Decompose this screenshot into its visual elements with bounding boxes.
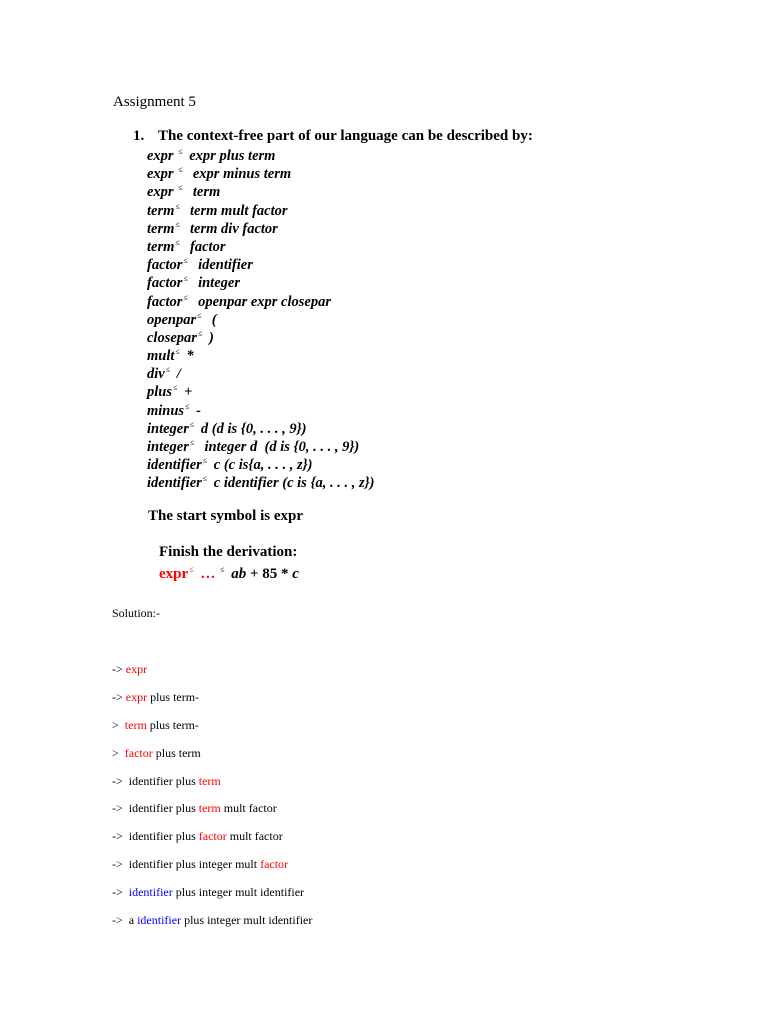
step-text: mult factor <box>226 829 283 844</box>
question-number: 1. <box>133 128 145 144</box>
derivation-target <box>159 560 299 584</box>
rule-lhs: div <box>147 366 165 383</box>
arrow-glyph: ≤ <box>165 365 171 375</box>
rule-lhs: integer <box>147 420 189 437</box>
derivation-target-c: c <box>292 566 299 582</box>
arrow-glyph: ≤ <box>220 565 225 574</box>
rule-rhs: / <box>173 366 181 383</box>
arrow-glyph: ≤ <box>178 183 183 193</box>
rule-rhs: ) <box>205 329 214 346</box>
rule-rhs: - <box>192 402 201 419</box>
derivation-start-symbol: expr <box>159 566 189 582</box>
arrow-glyph: ≤ <box>189 565 194 574</box>
step-text: -> identifier plus <box>112 801 199 816</box>
finish-derivation-label: Finish the derivation: <box>159 544 298 560</box>
rule-lhs: closepar <box>147 329 197 346</box>
grammar-rule <box>147 252 375 274</box>
step-text: -> <box>112 689 126 704</box>
rule-rhs: term <box>185 184 221 201</box>
step-highlight: term <box>198 801 221 816</box>
rule-lhs: expr <box>147 166 178 183</box>
grammar-rule <box>147 198 375 219</box>
derivation-step <box>112 661 312 689</box>
rule-lhs: identifier <box>147 457 202 474</box>
grammar-rules <box>147 143 375 492</box>
rule-lhs: factor <box>147 275 183 292</box>
step-text: -> identifier plus <box>112 773 199 788</box>
step-text: plus integer mult identifier <box>181 913 313 928</box>
arrow-glyph: ≤ <box>189 438 195 447</box>
derivation-step <box>112 689 312 717</box>
arrow-glyph: ≤ <box>189 419 195 429</box>
grammar-rule <box>147 434 375 455</box>
step-highlight: factor <box>198 829 227 844</box>
rule-lhs: openpar <box>147 311 197 328</box>
derivation-step <box>112 717 312 745</box>
arrow-glyph: ≤ <box>183 274 188 284</box>
arrow-glyph: ≤ <box>185 401 190 411</box>
step-highlight: term <box>198 773 221 788</box>
step-text: -> <box>112 885 129 900</box>
grammar-rule <box>147 470 375 492</box>
rule-lhs: plus <box>147 384 172 401</box>
rule-rhs: factor <box>182 238 226 255</box>
rule-lhs: term <box>147 238 175 255</box>
arrow-glyph: ≤ <box>202 474 208 484</box>
arrow-glyph: ≤ <box>175 201 180 211</box>
step-text: -> identifier plus integer mult <box>112 857 261 872</box>
grammar-rule <box>147 416 375 437</box>
step-text: > <box>112 717 125 732</box>
rule-rhs: d (d is {0, . . . , 9}) <box>197 420 307 437</box>
rule-lhs: factor <box>147 257 183 274</box>
derivation-step <box>112 800 312 828</box>
question-text: The context-free part of our language can be described by: <box>158 128 533 144</box>
arrow-glyph: ≤ <box>183 292 188 302</box>
grammar-rule <box>147 216 375 237</box>
arrow-glyph: ≤ <box>175 219 180 229</box>
rule-rhs: + <box>180 384 193 401</box>
derivation-step <box>112 773 312 801</box>
step-text: -> <box>112 662 126 676</box>
rule-lhs: term <box>147 202 175 219</box>
rule-rhs: identifier <box>190 257 253 274</box>
rule-rhs: integer d (d is {0, . . . , 9}) <box>197 439 360 455</box>
rule-lhs: mult <box>147 348 175 365</box>
grammar-rule <box>147 161 375 183</box>
derivation-step <box>112 912 312 940</box>
derivation-step <box>112 828 312 856</box>
derivation-step <box>112 884 312 912</box>
rule-lhs: minus <box>147 402 185 419</box>
arrow-glyph: ≤ <box>183 256 188 266</box>
step-highlight: expr <box>125 662 148 676</box>
arrow-glyph: ≤ <box>197 328 203 338</box>
grammar-rule <box>147 361 375 383</box>
assignment-title: Assignment 5 <box>113 94 196 110</box>
grammar-rule <box>147 143 375 164</box>
arrow-glyph: ≤ <box>173 383 178 393</box>
derivation-step <box>112 856 312 884</box>
arrow-glyph: ≤ <box>202 456 208 466</box>
grammar-rule <box>147 379 375 401</box>
rule-rhs: openpar expr closepar <box>190 293 331 310</box>
solution-label: Solution:- <box>112 606 161 620</box>
rule-lhs: expr <box>147 184 178 201</box>
step-text: plus term <box>152 745 201 760</box>
rule-rhs: integer <box>190 275 240 292</box>
derivation-step <box>112 745 312 773</box>
step-text: -> a <box>112 913 138 928</box>
arrow-glyph: ≤ <box>175 347 180 357</box>
step-text: > <box>112 745 125 760</box>
rule-rhs: expr minus term <box>185 166 292 183</box>
derivation-ellipsis: … <box>196 566 220 582</box>
grammar-rule <box>147 343 375 365</box>
rule-rhs: * <box>182 348 194 365</box>
rule-lhs: integer <box>147 439 189 455</box>
rule-lhs: factor <box>147 293 183 310</box>
rule-lhs: identifier <box>147 475 202 492</box>
start-symbol-statement: The start symbol is expr <box>148 508 303 524</box>
derivation-target-middle: + 85 * <box>246 566 293 582</box>
grammar-rule <box>147 270 375 292</box>
arrow-glyph: ≤ <box>197 310 202 320</box>
grammar-rule <box>147 325 375 346</box>
step-highlight: factor <box>260 857 289 872</box>
rule-lhs: term <box>147 220 175 237</box>
grammar-rule <box>147 398 375 419</box>
step-highlight: identifier <box>137 913 182 928</box>
step-highlight: identifier <box>128 885 173 900</box>
step-text: plus term- <box>147 689 200 704</box>
arrow-glyph: ≤ <box>178 165 183 175</box>
rule-rhs: term mult factor <box>182 202 288 219</box>
rule-lhs: expr <box>147 148 178 164</box>
step-highlight: term <box>124 717 147 732</box>
grammar-rule <box>147 289 375 310</box>
rule-rhs: c (c is{a, . . . , z}) <box>210 457 313 474</box>
rule-rhs: expr plus term <box>185 148 276 164</box>
rule-rhs: c identifier (c is {a, . . . , z}) <box>210 475 375 492</box>
solution-steps <box>112 661 312 940</box>
derivation-target-ab: ab <box>227 566 247 582</box>
step-text: -> identifier plus <box>112 829 199 844</box>
step-text: mult factor <box>220 801 277 816</box>
step-text: plus integer mult identifier <box>172 885 305 900</box>
arrow-glyph: ≤ <box>178 147 183 156</box>
step-highlight: factor <box>124 745 153 760</box>
arrow-glyph: ≤ <box>175 237 180 247</box>
rule-rhs: term div factor <box>182 220 278 237</box>
step-highlight: expr <box>125 689 148 704</box>
rule-rhs: ( <box>204 311 217 328</box>
step-text: plus term- <box>146 717 199 732</box>
